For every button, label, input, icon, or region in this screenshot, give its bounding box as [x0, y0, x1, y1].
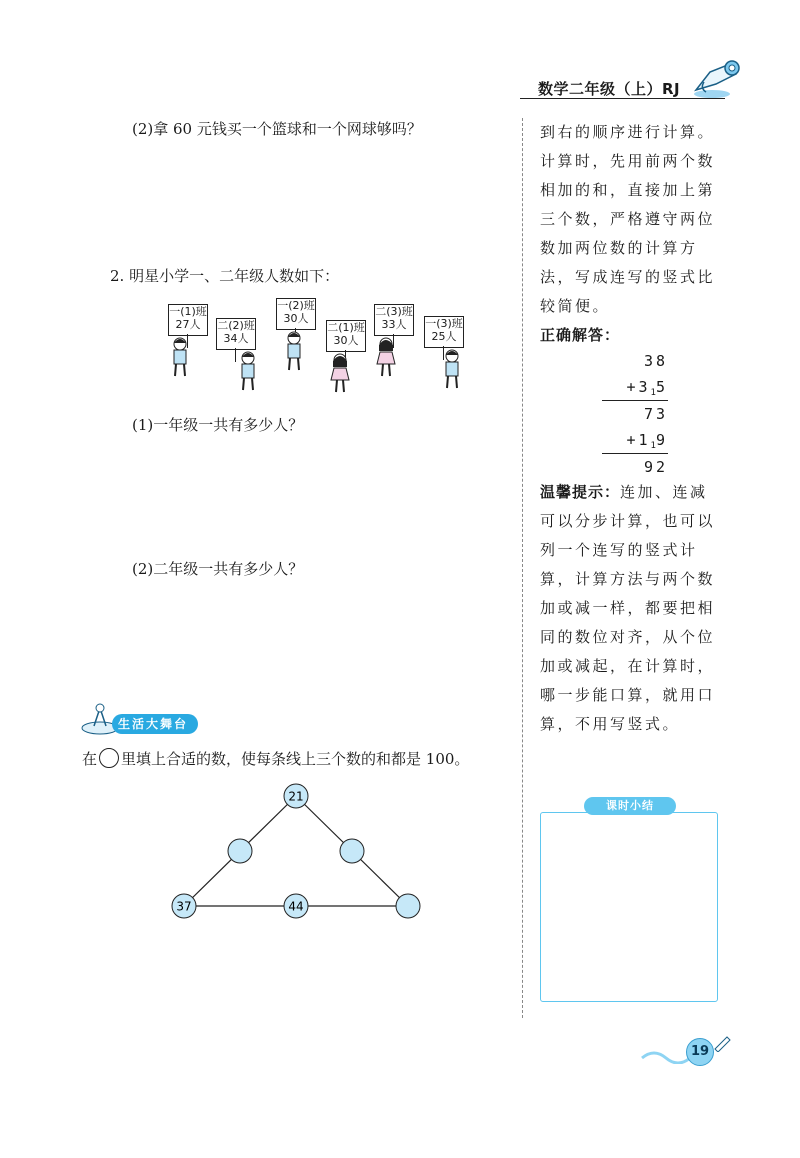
telescope-mascot-icon: [686, 52, 746, 100]
class-sign: 一(2)班 30人: [276, 298, 316, 330]
question-1-part-2: (2)拿 60 元钱买一个篮球和一个网球够吗？: [132, 120, 422, 138]
circle-bottom-left: [172, 894, 196, 918]
class-sign: 一(3)班 25人: [424, 316, 464, 348]
student-figure: [280, 330, 310, 374]
blank-circle-icon: [99, 748, 119, 768]
student-figure: [326, 352, 356, 396]
class-sign: 二(3)班 33人: [374, 304, 414, 336]
question-2-part-1: (1)一年级一共有多少人？: [132, 416, 304, 434]
answer-label: 正确解答：: [540, 326, 621, 344]
student-figure: [166, 336, 196, 380]
triangle-prompt: 在 里填上合适的数，使每条线上三个数的和都是 100。: [82, 750, 470, 768]
summary-box[interactable]: [540, 812, 718, 1002]
circle-bottom-right-blank[interactable]: [396, 894, 420, 918]
vertical-calculation: 38 $+3_15$ 73 $+1_19$ 92: [598, 348, 668, 480]
sidebar-divider: [522, 118, 523, 1018]
summary-title: 课时小结: [584, 797, 676, 815]
circle-bottom-middle: [284, 894, 308, 918]
class-sign: 二(2)班 34人: [216, 318, 256, 350]
sidebar-explanation: 到右的顺序进行计算。 计算时，先用前两个数 相加的和，直接加上第 三个数，严格遵守两位 数加两位数的计算方 法，写成连写的竖式比 较简便。 正确解答：: [540, 118, 732, 350]
class-sign: 二(1)班 30人: [326, 320, 366, 352]
circle-right-middle-blank[interactable]: [340, 839, 364, 863]
page-number: 19: [686, 1038, 714, 1066]
students-illustration: [160, 296, 480, 396]
student-figure: [234, 350, 264, 394]
pencil-icon: [712, 1032, 732, 1052]
book-title: 数学二年级（上）RJ: [538, 80, 681, 98]
sidebar-tip: 温馨提示：连加、连减 可以分步计算，也可以 列一个连写的竖式计 算，计算方法与两个数 加或减一样，都要把相 同的数位对齐，从个位 加或减起，在计算时， 哪一步能口算，就用口 算，不用写竖式。: [540, 483, 716, 733]
student-figure: [438, 348, 468, 392]
section-tab-life-stage: 生活大舞台: [112, 714, 198, 734]
wave-decoration-icon: [640, 1044, 692, 1064]
student-figure: [372, 336, 402, 380]
svg-text:21: 21: [288, 789, 304, 804]
svg-text:44: 44: [288, 899, 304, 914]
tip-label: 温馨提示：: [540, 483, 621, 501]
question-2-part-2: (2)二年级一共有多少人？: [132, 560, 304, 578]
number-triangle-diagram: [160, 778, 440, 928]
question-2-stem: 2. 明星小学一、二年级人数如下：: [110, 267, 340, 285]
svg-text:37: 37: [176, 899, 192, 914]
class-sign: 一(1)班 27人: [168, 304, 208, 336]
circle-top: [284, 784, 308, 808]
circle-left-middle-blank[interactable]: [228, 839, 252, 863]
